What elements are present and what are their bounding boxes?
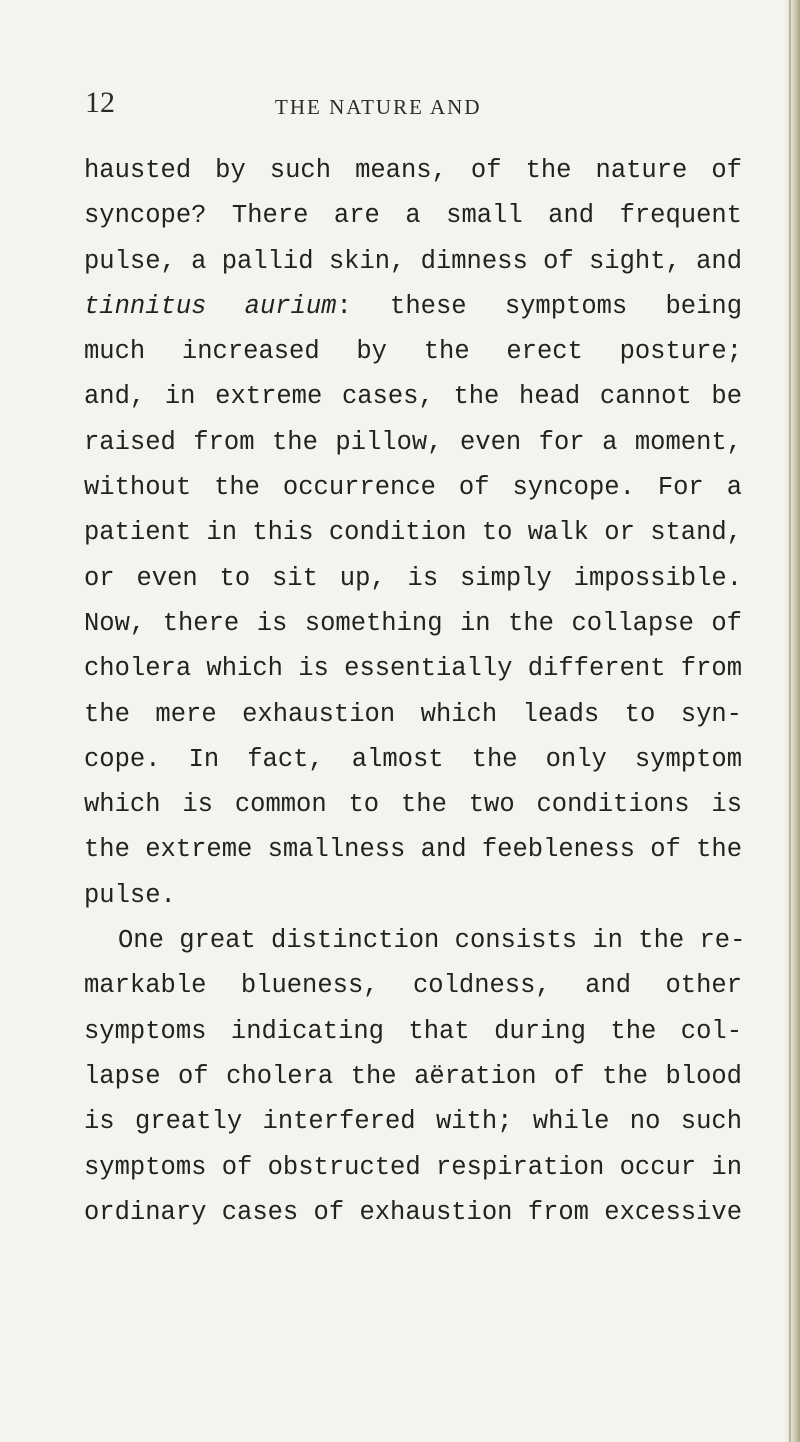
text-line: is greatly interfered with; while no such [84,1107,742,1137]
text-line: the extreme smallness and feebleness of the [84,835,743,865]
page-edge-shadow [784,0,800,1442]
running-title: THE NATURE AND [275,95,482,119]
text-line: which is common to the two conditions is [84,790,742,820]
text-line: One great distinction consists in the re- [118,926,746,956]
text-line: much increased by the erect posture; [84,337,742,367]
page-edge-line [789,0,791,1442]
text-line: and, in extreme cases, the head cannot be [84,382,742,412]
text-line: Now, there is something in the collapse of [84,608,742,638]
text-line: cholera which is essentially different from [84,654,743,684]
text-line: symptoms of obstructed respiration occur in [84,1152,743,1182]
text-line: or even to sit up, is simply impossible. [84,563,742,593]
text-line: symptoms indicating that during the col- [84,1016,742,1046]
text-line: cope. In fact, almost the only symptom [84,744,742,774]
text-line [84,284,742,329]
text-line-rest: : these symptoms being [336,291,743,321]
text-line: syncope? There are a small and frequent [84,201,742,231]
text-line: raised from the pillow, even for a moment, [84,427,742,457]
text-line: markable blueness, coldness, and other [84,971,742,1001]
text-line: pulse. [84,880,176,910]
text-line: the mere exhaustion which leads to syn- [84,699,742,729]
text-line: without the occurrence of syncope. For a [84,473,742,503]
text-line: ordinary cases of exhaustion from excessive [84,1197,743,1227]
text-line: pulse, a pallid skin, dimness of sight, and [84,246,743,276]
italic-term: tinnitus aurium [84,291,337,321]
body-text [84,148,746,1235]
page-number: 12 [85,86,115,119]
text-line: patient in this condition to walk or stand, [84,518,743,548]
text-line: lapse of cholera the aëration of the blood [84,1061,742,1091]
text-line: hausted by such means, of the nature of [84,156,742,185]
page-header [0,86,800,126]
